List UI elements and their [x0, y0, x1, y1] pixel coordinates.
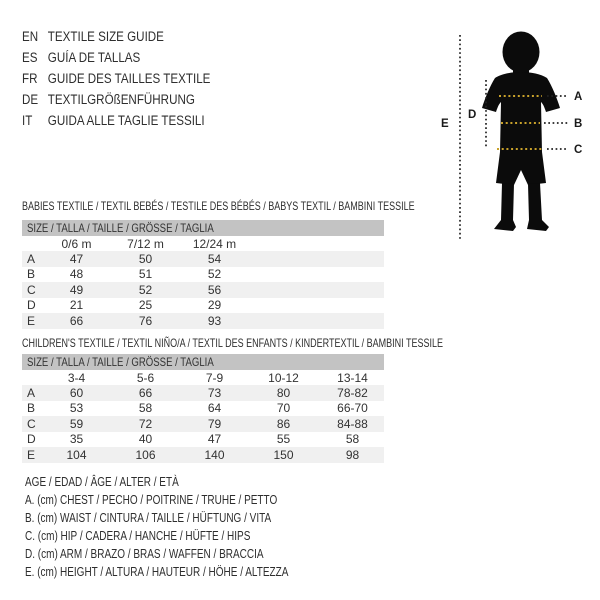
table-body: [22, 251, 384, 329]
language-code: DE: [22, 92, 39, 107]
row-label: B: [27, 401, 36, 416]
legend-item: B. (cm) WAIST / CINTURA / TAILLE / HÜFTUNG / VITA: [25, 511, 272, 525]
table-row: [22, 298, 384, 314]
language-code: FR: [22, 71, 38, 86]
size-value: 56: [207, 282, 222, 297]
measurement-legend: [25, 473, 354, 581]
measure-label-b: B: [574, 118, 583, 130]
size-value: 98: [345, 447, 360, 462]
children-section-title-text: CHILDREN'S TEXTILE / TEXTIL NIÑO/A / TEXTIL DES ENFANTS / KINDERTEXTIL / BAMBINI TESSILE: [22, 336, 443, 350]
size-value: 93: [207, 313, 222, 328]
size-value: 52: [138, 282, 153, 297]
size-value: 58: [345, 432, 360, 447]
size-value: 29: [207, 298, 222, 313]
babies-section-title: [22, 199, 546, 213]
size-value: 21: [69, 298, 84, 313]
language-label: TEXTILGRÖßENFÜHRUNG: [47, 92, 195, 107]
size-value: 66: [138, 385, 153, 400]
row-label: E: [27, 313, 36, 328]
size-column-header: 0/6 m: [61, 236, 92, 251]
size-column-header: 12/24 m: [192, 236, 237, 251]
size-value: 104: [66, 447, 87, 462]
row-label: C: [27, 416, 36, 431]
table-row: [22, 432, 384, 448]
size-value: 60: [69, 385, 84, 400]
row-label: E: [27, 447, 36, 462]
table-row: [22, 447, 384, 463]
language-label: TEXTILE SIZE GUIDE: [47, 29, 164, 44]
legend-age-line: AGE / EDAD / ÂGE / ALTER / ETÀ: [25, 475, 179, 489]
table-row: [22, 267, 384, 283]
table-body: [22, 385, 384, 463]
size-value: 59: [69, 416, 84, 431]
row-label: D: [27, 432, 36, 447]
legend-item: C. (cm) HIP / CADERA / HANCHE / HÜFTE / HIPS: [25, 529, 251, 543]
row-label: B: [27, 267, 36, 282]
size-value: 25: [138, 298, 153, 313]
size-value: 49: [69, 282, 84, 297]
size-header-text: SIZE / TALLA / TAILLE / GRÖSSE / TAGLIA: [27, 221, 214, 235]
babies-size-table: [22, 220, 384, 329]
size-column-header: 10-12: [268, 370, 299, 385]
legend-item: E. (cm) HEIGHT / ALTURA / HAUTEUR / HÖHE / ALTEZZA: [25, 565, 289, 579]
size-value: 86: [276, 416, 291, 431]
table-row: [22, 282, 384, 298]
row-label: A: [27, 385, 36, 400]
size-value: 106: [135, 447, 156, 462]
size-value: 140: [204, 447, 225, 462]
size-value: 40: [138, 432, 153, 447]
table-row: [22, 251, 384, 267]
language-code: ES: [22, 50, 38, 65]
legend-item: D. (cm) ARM / BRAZO / BRAS / WAFFEN / BRACCIA: [25, 547, 264, 561]
size-columns-row: [22, 370, 384, 385]
size-columns-row: [22, 236, 384, 251]
size-value: 35: [69, 432, 84, 447]
size-value: 79: [207, 416, 222, 431]
children-size-table: [22, 354, 384, 463]
measure-label-e: E: [441, 118, 449, 130]
size-value: 150: [273, 447, 294, 462]
language-row: [22, 68, 210, 89]
size-value: 78-82: [337, 385, 368, 400]
size-value: 66: [69, 313, 84, 328]
table-row: [22, 416, 384, 432]
size-value: 84-88: [337, 416, 368, 431]
legend-item: A. (cm) CHEST / PECHO / POITRINE / TRUHE / PETTO: [25, 493, 278, 507]
row-label: C: [27, 282, 36, 297]
language-label: GUIDE DES TAILLES TEXTILE: [47, 71, 211, 86]
language-row: [22, 110, 210, 131]
measure-label-a: A: [574, 91, 583, 103]
size-value: 55: [276, 432, 291, 447]
size-value: 76: [138, 313, 153, 328]
table-row: [22, 313, 384, 329]
table-row: [22, 401, 384, 417]
language-list: [22, 26, 241, 131]
size-value: 47: [207, 432, 222, 447]
measure-label-c: C: [574, 144, 583, 156]
size-column-header: 3-4: [67, 370, 86, 385]
language-label: GUÍA DE TALLAS: [47, 50, 141, 65]
row-label: A: [27, 251, 36, 266]
size-value: 53: [69, 401, 84, 416]
size-value: 72: [138, 416, 153, 431]
size-header-bar: [22, 220, 384, 236]
language-code: IT: [22, 113, 33, 128]
size-column-header: 7-9: [205, 370, 224, 385]
size-value: 51: [138, 267, 153, 282]
size-value: 73: [207, 385, 222, 400]
table-row: [22, 385, 384, 401]
language-code: EN: [22, 29, 39, 44]
size-value: 54: [207, 251, 222, 266]
size-value: 80: [276, 385, 291, 400]
language-row: [22, 47, 210, 68]
size-column-header: 7/12 m: [127, 236, 164, 251]
size-value: 48: [69, 267, 84, 282]
size-header-text: SIZE / TALLA / TAILLE / GRÖSSE / TAGLIA: [27, 355, 214, 369]
size-value: 50: [138, 251, 153, 266]
size-value: 70: [276, 401, 291, 416]
size-column-header: 5-6: [136, 370, 155, 385]
size-value: 58: [138, 401, 153, 416]
language-row: [22, 26, 210, 47]
size-value: 47: [69, 251, 84, 266]
babies-section-title-text: BABIES TEXTILE / TEXTIL BEBÉS / TESTILE DES BÉBÉS / BABYS TEXTIL / BAMBINI TESSILE: [22, 199, 415, 213]
language-label: GUIDA ALLE TAGLIE TESSILI: [47, 113, 205, 128]
children-section-title: [22, 336, 583, 350]
size-column-header: 13-14: [337, 370, 368, 385]
row-label: D: [27, 298, 36, 313]
size-header-bar: [22, 354, 384, 370]
measure-label-d: D: [468, 109, 477, 121]
size-value: 64: [207, 401, 222, 416]
size-value: 66-70: [337, 401, 368, 416]
size-value: 52: [207, 267, 222, 282]
language-row: [22, 89, 210, 110]
